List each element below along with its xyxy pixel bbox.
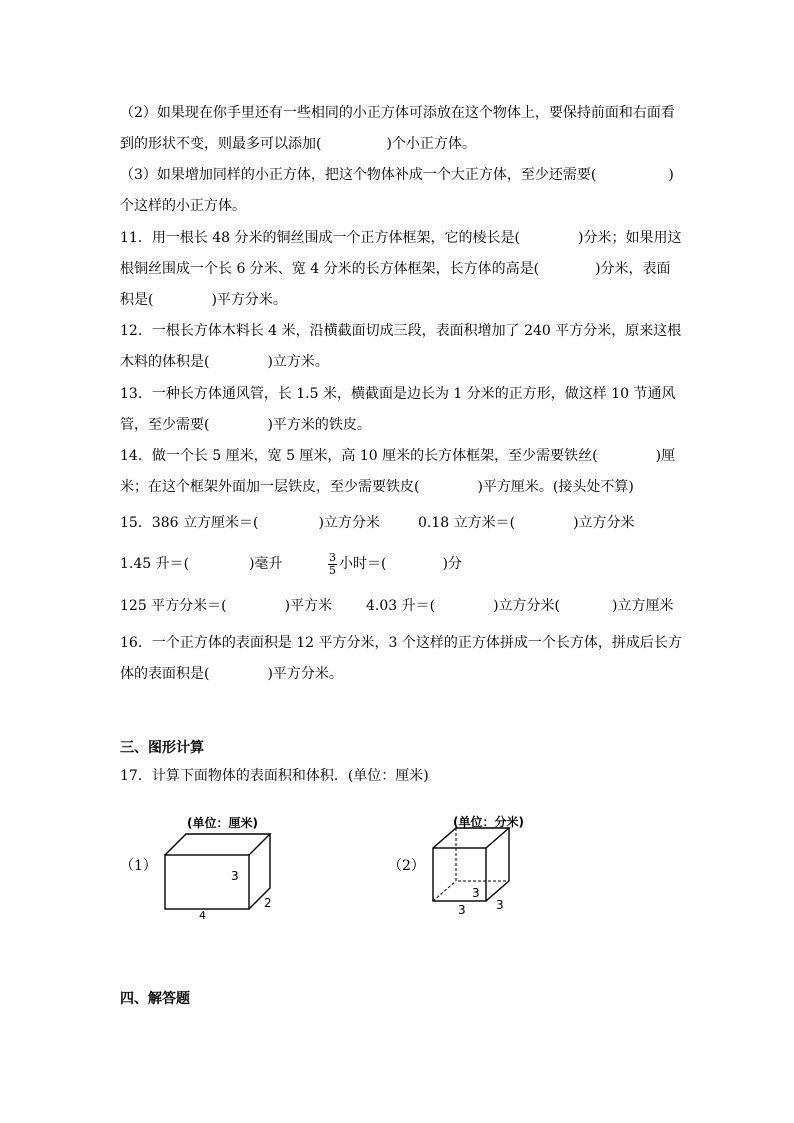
q12-text-b: )立方米。 [267, 354, 329, 370]
q13-line2 [120, 415, 371, 435]
q17-text: 17．计算下面物体的表面积和体积．(单位：厘米) [120, 768, 429, 784]
fig2-label: （2） [388, 858, 425, 874]
q15-e-unit: )平方米 [284, 598, 333, 614]
fraction [328, 552, 337, 577]
q13-text-a: 管，至少需要( [120, 417, 210, 433]
q14-line2 [120, 477, 634, 497]
q15-d-text: 小时＝( [339, 556, 387, 572]
fraction-numerator: 3 [329, 550, 336, 564]
q11-line1 [120, 228, 681, 248]
fig1-length-label: 4 [199, 909, 206, 922]
cube-figure-2 [425, 808, 545, 920]
fig1-width-label: 2 [264, 896, 272, 910]
q15-c-unit: )毫升 [249, 556, 283, 572]
q16-text-a: 体的表面积是( [120, 666, 210, 682]
cube-hidden-edge [433, 881, 456, 901]
q12-text-a: 木料的体积是( [120, 354, 210, 370]
q11-line3 [120, 290, 287, 310]
q15-c-text: 1.45 升＝( [120, 556, 190, 572]
fig2-side-label: 3 [496, 898, 504, 912]
q12-text: 12．一根长方体木料长 4 米，沿横截面切成三段，表面积增加了 240 平方分米，原来这根 [120, 323, 682, 339]
q15-e-text: 125 平方分米＝( [120, 598, 227, 614]
q11-text-e: 积是( [120, 292, 154, 308]
q10-part3-text-a: （3）如果增加同样的小正方体，把这个物体补成一个大正方体，至少还需要( [120, 167, 597, 183]
q10-part2-line1 [120, 103, 675, 123]
q14-text-c: 米；在这个框架外面加一层铁皮，至少需要铁皮( [120, 479, 420, 495]
q15-f-unit2: )立方厘米 [612, 598, 674, 614]
q15-b-unit: )立方分米 [573, 515, 635, 531]
cuboid-figure-1 [155, 810, 290, 925]
q10-part3-text-c: 个这样的小正方体。 [120, 198, 246, 214]
q15-a-unit: )立方分米 [318, 515, 380, 531]
q15-d-unit: )分 [442, 556, 462, 572]
q10-part2-text: （2）如果现在你手里还有一些相同的小正方体可添放在这个物体上，要保持前面和右面看 [120, 105, 675, 121]
cuboid-top-face [165, 834, 270, 855]
q10-part2-line2 [120, 134, 476, 154]
q14-line1 [120, 446, 675, 466]
q10-part2-text-a: 到的形状不变，则最多可以添加( [120, 136, 322, 152]
q15-row3 [120, 596, 332, 616]
q15-f-unit: )立方分米( [493, 598, 561, 614]
q15-f-text: 4.03 升＝( [366, 598, 436, 614]
q10-part3-line1 [120, 165, 674, 185]
q11-text-f: )平方分米。 [211, 292, 287, 308]
q16-line2 [120, 664, 343, 684]
q16-text-b: )平方分米。 [267, 666, 343, 682]
fig1-unit-label: (单位：厘米) [187, 816, 258, 830]
q11-text-b: )分米；如果用这 [578, 230, 682, 246]
q15-row2-right [326, 548, 462, 580]
q17-prompt [120, 766, 429, 786]
q15-row1 [120, 513, 380, 533]
q14-text-a: 14．做一个长 5 厘米，宽 5 厘米，高 10 厘米的长方体框架，至少需要铁丝( [120, 448, 598, 464]
cube-top-face [433, 828, 509, 848]
cube-hidden-edges [456, 828, 509, 881]
q10-part3-text-b: ) [668, 167, 674, 183]
q13-text-b: )平方米的铁皮。 [267, 417, 371, 433]
q12-line2 [120, 352, 329, 372]
q16-text: 16．一个正方体的表面积是 12 平方分米，3 个这样的正方体拼成一个长方体，拼成后长方 [120, 635, 682, 651]
fig1-height-label: 3 [231, 869, 239, 883]
fig1-label: （1） [120, 858, 157, 874]
q15-row2 [120, 554, 283, 574]
q15-b-text: 0.18 立方米＝( [418, 515, 516, 531]
fraction-denominator: 5 [329, 563, 336, 577]
q14-text-d: )平方厘米。(接头处不算) [477, 479, 634, 495]
q10-part3-line2 [120, 196, 246, 216]
q10-part2-text-b: )个小正方体。 [386, 136, 476, 152]
q15-row1-right [418, 513, 635, 533]
section-heading-word-problems: 四、解答题 [120, 991, 190, 1007]
q11-text-d: )分米，表面 [595, 261, 671, 277]
q13-text: 13．一种长方体通风管，长 1.5 米，横截面是边长为 1 分米的正方形，做这样 10 节通风 [120, 386, 676, 402]
fig2-inner-label: 3 [472, 886, 480, 900]
q11-line2 [120, 259, 671, 279]
q15-row3-right [366, 596, 674, 616]
q11-text-a: 11．用一根长 48 分米的铜丝围成一个正方体框架，它的棱长是( [120, 230, 520, 246]
cube-side-face [486, 828, 509, 901]
q11-text-c: 根铜丝围成一个长 6 分米、宽 4 分米的长方体框架，长方体的高是( [120, 261, 540, 277]
section-heading-geometry: 三、图形计算 [120, 740, 204, 756]
q14-text-b: )厘 [655, 448, 676, 464]
q13-line1 [120, 384, 676, 404]
fig2-bottom-label: 3 [458, 903, 466, 917]
fig2-unit-label: (单位：分米) [453, 815, 524, 829]
q16-line1 [120, 633, 682, 653]
q12-line1 [120, 321, 681, 341]
q15-a-text: 15．386 立方厘米＝( [120, 515, 259, 531]
